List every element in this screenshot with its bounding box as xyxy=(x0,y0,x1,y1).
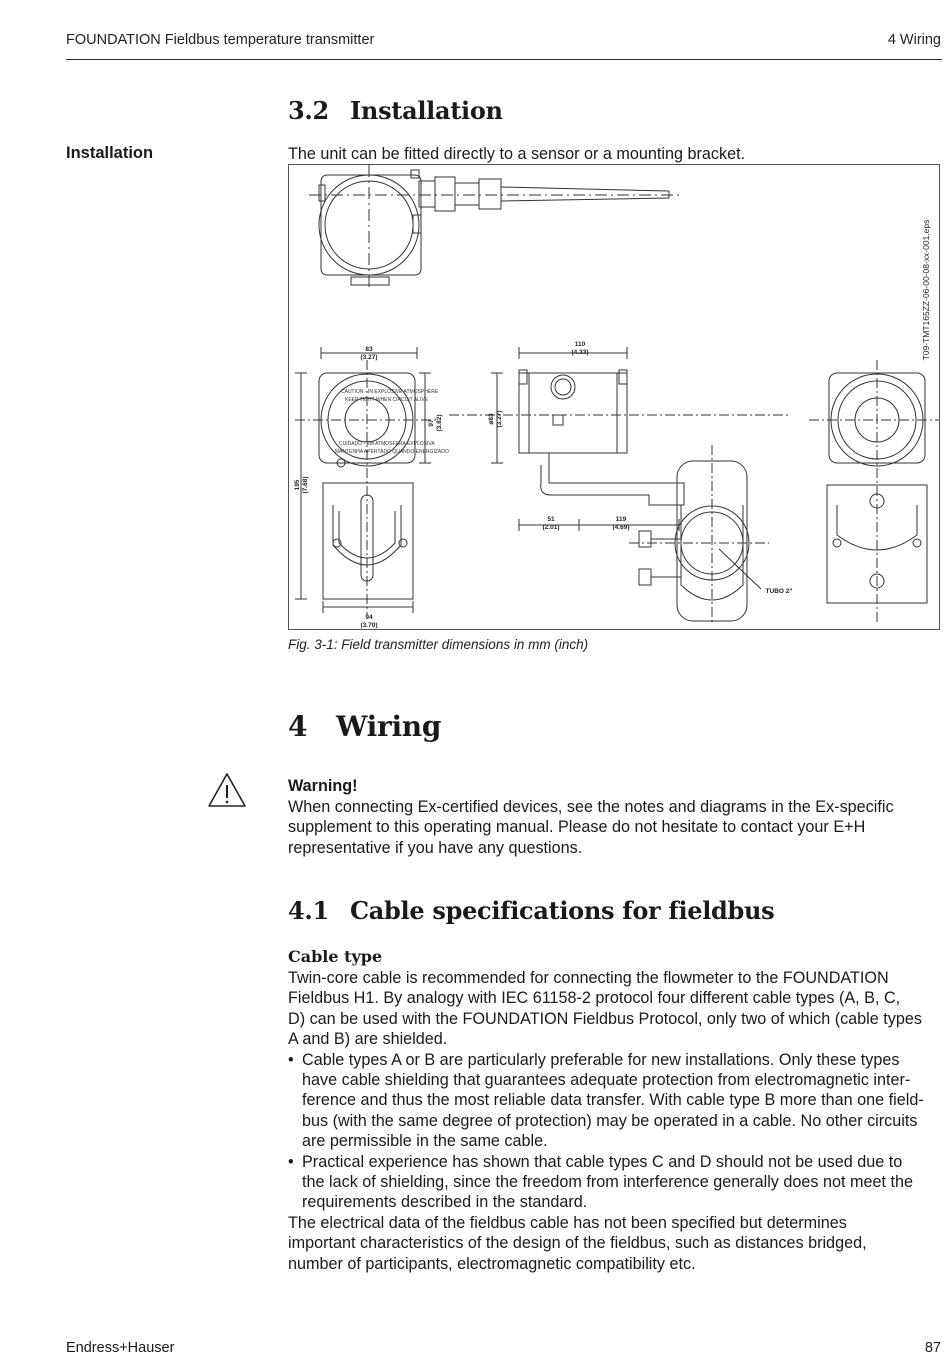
chapter-title: Wiring xyxy=(336,710,442,743)
text-line: important characteristics of the design of the fieldbus, such as distances bridged, xyxy=(288,1234,867,1253)
warning-text xyxy=(288,797,894,858)
section-number: 3.2 xyxy=(288,96,329,125)
side-label-installation: Installation xyxy=(66,144,154,162)
section-title: Installation xyxy=(350,96,503,125)
text-line: A and B) are shielded. xyxy=(288,1030,448,1049)
text-line: The electrical data of the fieldbus cable has not been specified but determines xyxy=(288,1213,847,1232)
paragraph-1 xyxy=(288,968,940,1050)
figure-file-id: T09-TMT165ZZ-06-00-08-xx-001.eps xyxy=(921,219,931,361)
text-line: have cable shielding that guarantees adequate protection from electromagnetic inter- xyxy=(302,1071,911,1090)
cable-type-bullets xyxy=(288,1050,940,1213)
dim-51: 51 xyxy=(547,516,555,523)
top-view-housing xyxy=(309,165,679,290)
warning-line: representative if you have any questions. xyxy=(288,838,583,857)
text-line: ference and thus the most reliable data transfer. With cable type B more than one field- xyxy=(302,1091,924,1110)
front-view-right xyxy=(809,360,939,625)
side-view-middle xyxy=(449,347,789,625)
label-tubo: TUBO 2" xyxy=(765,588,793,595)
dim-97-inch: (3.82) xyxy=(436,414,443,432)
running-header-section: 4 Wiring xyxy=(887,32,941,48)
text-line: number of participants, electromagnetic compatibility etc. xyxy=(288,1254,696,1273)
chapter-number: 4 xyxy=(288,710,308,743)
warning-title: Warning! xyxy=(288,777,358,795)
dim-195: 195 xyxy=(294,479,301,491)
dim-110-inch: (4.33) xyxy=(571,349,589,356)
section-title: Cable specifications for fieldbus xyxy=(350,896,775,925)
front-view-left xyxy=(295,347,439,615)
text-line: bus (with the same degree of protection) may be operated in a cable. No other circuits xyxy=(302,1111,918,1130)
dim-119-inch: (4.69) xyxy=(612,524,630,531)
footer-brand: Endress+Hauser xyxy=(66,1340,175,1356)
section-4-1-heading xyxy=(288,896,774,925)
cable-type-subheading: Cable type xyxy=(288,947,383,966)
dim-94: 94 xyxy=(365,614,373,621)
running-header-title: FOUNDATION Fieldbus temperature transmitter xyxy=(66,32,375,48)
text-line: D) can be used with the FOUNDATION Fieldbus Protocol, only two of which (cable types xyxy=(288,1009,922,1028)
text-line: • Cable types A or B are particularly preferable for new installations. Only these types xyxy=(302,1050,900,1069)
figure-caption: Fig. 3-1: Field transmitter dimensions in mm (inch) xyxy=(288,637,589,652)
text-line: • Practical experience has shown that cable types C and D should not be used due to xyxy=(302,1152,903,1171)
text-line: are permissible in the same cable. xyxy=(302,1132,548,1151)
dim-83: 83 xyxy=(365,346,373,353)
section-3-2-heading xyxy=(288,96,503,125)
page-number: 87 xyxy=(924,1340,941,1356)
cable-type-body xyxy=(288,968,940,1274)
dim-diameter-83-inch: (3.27) xyxy=(496,410,503,428)
cover-inscription-top2: KEEP TIGHT WHEN CIRCUIT ALIVE xyxy=(345,397,428,403)
dim-94-inch: (3.70) xyxy=(360,622,378,629)
text-line: the lack of shielding, since the freedom from interference generally does not meet the xyxy=(302,1173,913,1192)
dimension-drawing xyxy=(288,164,940,630)
text-line: Fieldbus H1. By analogy with IEC 61158-2 protocol four different cable types (A, B, C, xyxy=(288,989,901,1008)
cover-inscription-bottom2: MANTENHA APERTADO QUANDO ENERGIZADO xyxy=(335,449,449,455)
cover-inscription-top: CAUTION - IN EXPLOSIVE ATMOSPHERE xyxy=(341,389,439,395)
installation-intro: The unit can be fitted directly to a sensor or a mounting bracket. xyxy=(288,145,746,163)
dim-83-inch: (3.27) xyxy=(360,354,378,361)
dim-119: 119 xyxy=(615,516,627,523)
warning-icon xyxy=(207,772,247,808)
dim-diameter-83: ø83 xyxy=(488,413,495,425)
cover-inscription-bottom: CUIDADO - EM ATMOSFERA EXPLOSIVA xyxy=(339,441,435,447)
header-rule xyxy=(66,59,942,60)
dim-110: 110 xyxy=(574,341,586,348)
dim-195-inch: (7.68) xyxy=(302,476,309,494)
warning-line: supplement to this operating manual. Please do not hesitate to contact your E+H xyxy=(288,818,866,837)
dim-51-inch: (2.01) xyxy=(542,524,560,531)
chapter-4-heading xyxy=(288,710,441,743)
paragraph-2 xyxy=(288,1213,940,1274)
section-number: 4.1 xyxy=(288,896,329,925)
text-line: requirements described in the standard. xyxy=(302,1193,588,1212)
bullet-item-2 xyxy=(288,1152,940,1213)
bullet-item-1 xyxy=(288,1050,940,1152)
dim-97: 97 xyxy=(428,419,435,427)
warning-line: When connecting Ex-certified devices, see the notes and diagrams in the Ex-specific xyxy=(288,798,894,816)
text-line: Twin-core cable is recommended for connecting the flowmeter to the FOUNDATION xyxy=(288,969,889,987)
